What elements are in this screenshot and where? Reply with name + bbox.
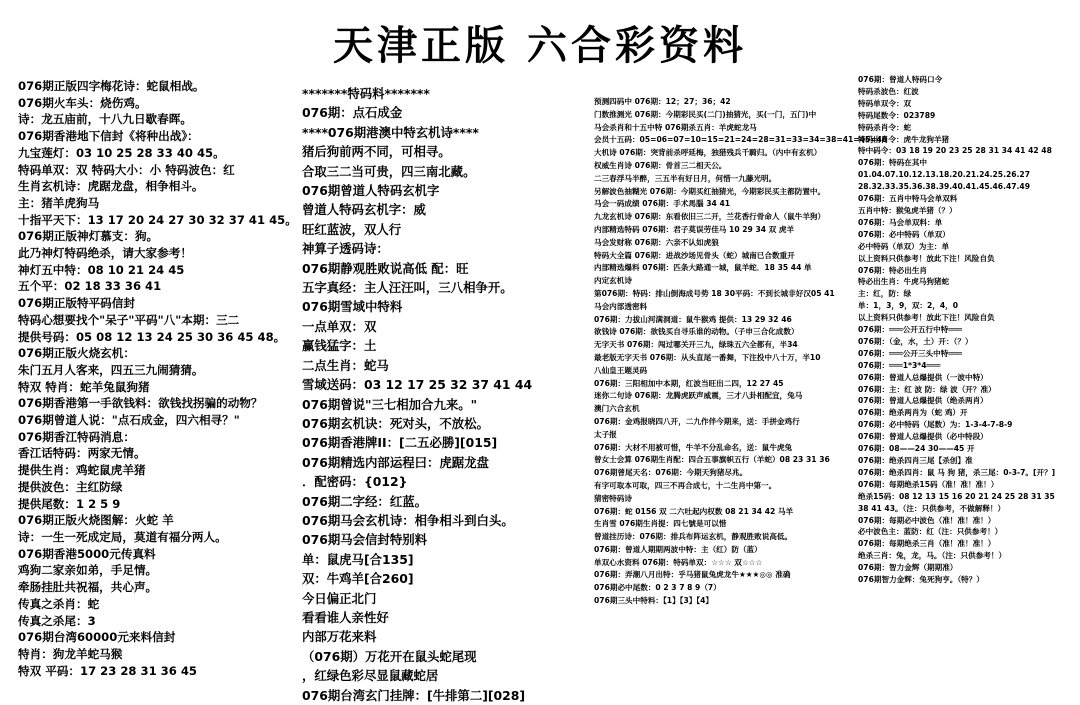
text-line: 076期：绝杀两肖为（蛇 鸡）开 (858, 408, 968, 418)
text-line: 会员十五码：05=06=07=10=15=21=24=28=31=33=34=38=41=45=48 (594, 135, 888, 145)
text-line: 38 41 43。（注：只供参考，不做解释！） (858, 503, 1006, 513)
text-line: 076期：马会单双料：单 (858, 217, 943, 227)
text-line: 076期香港地下信封《将种出战》： (18, 129, 199, 144)
text-line: 076期静观胜败说高低 配：旺 (302, 260, 469, 276)
text-line: 马会杀肖和十五中特 076期杀五肖：羊虎蛇龙马 (594, 122, 757, 132)
text-line: 特码大全篇 076期：进战沙场见骨头（蛇）城南已合数重开 (594, 250, 795, 260)
text-line: 076期正版四字梅花诗：蛇鼠相战。 (18, 79, 205, 93)
text-line: 提供号码：05 08 12 13 24 25 30 36 45 48。 (18, 329, 286, 344)
text-line: 以上资料只供参考！放此下注！风险自负 (858, 313, 995, 323)
text-line: 076期：金鸡报晓四八开，二九作伴今期来，送：手拼金鸡行 (594, 416, 800, 426)
text-line: 绝杀15码：08 12 13 15 16 20 21 24 25 28 31 35 (858, 491, 1055, 501)
text-line: 特码心想要找个"呆子"平码"八"本期：三二 (18, 312, 240, 327)
text-line: 076期：═══1*3*4═══ (858, 360, 941, 370)
text-line: 076期：每期绝杀15码（准！准！准！） (858, 479, 999, 489)
text-line: 076期：绝杀四肖：鼠 马 狗 猪，杀三尾：0-3-7。[开？] (858, 467, 1056, 477)
text-line: （076期）万花开在鼠头蛇尾现 (302, 648, 477, 664)
text-line: 必中特码（单双）为主：单 (858, 241, 950, 251)
text-line: 门数推测光 076期：今期彩民买(二门)抽猜光，买(一门，五门)中 (594, 109, 817, 119)
text-line: 076期：曾道人总爆提供（必中特段） (858, 432, 988, 442)
text-line: 五肖中特：猴兔虎羊猪（？） (858, 205, 957, 215)
text-line: 076期正版神灯慕支：狗。 (18, 229, 159, 244)
text-line: 076期：五肖中特马会单双料 (858, 194, 958, 204)
text-line: 076期曾说"三七相加合九来。" (302, 396, 478, 412)
text-line: 生肖玄机诗：虎踞龙盘，相争相斗。 (18, 179, 204, 194)
text-line: 076期曾道人说："点石成金，四六相寻？" (18, 413, 240, 428)
text-line: 076期：点石成金 (302, 105, 403, 121)
text-line: 二三春浮马半醉，三五半有好日月，何惜一九藤光明。 (594, 173, 777, 183)
text-line: 有字可取本可取，四三不再合成七，十二生肖中第一。 (594, 480, 777, 490)
text-line: 曾道人特码玄机字：威 (302, 202, 426, 218)
text-line: 076期香港第一手欲钱料：欲钱找拐骗的动物？ (18, 396, 263, 411)
text-line: 传真之杀尾：3 (18, 613, 96, 628)
text-line: 马会一码成绩 076期：手术馬腦 34 41 (594, 199, 731, 209)
text-line: 076期台湾60000元来料信封 (18, 630, 176, 645)
text-line: 无字天书 076期：闯过哪关开三九，绿珠五六全都有，半34 (594, 340, 798, 350)
text-line: 神算子透码诗： (302, 241, 389, 257)
text-line: 内定玄机诗 (594, 276, 632, 286)
text-line: 提供生肖：鸡蛇鼠虎羊猪 (18, 463, 146, 478)
text-line: 特码出肖令：虎牛龙狗羊猪 (858, 134, 950, 144)
text-line: 诗：龙五庙前，十八九日歇春晖。 (18, 112, 192, 127)
text-line: 076期：曾道人总爆提供（一波中特） (858, 372, 988, 382)
text-line: 主：猪羊虎狗马 (18, 195, 100, 210)
text-line: 二点生肖：蛇马 (302, 357, 389, 373)
page-title: 天津正版 六合彩资料 (333, 22, 747, 69)
text-line: 076期：特码在其中 (858, 158, 928, 168)
text-line: 076期玄机诀：死对头，不放松。 (302, 415, 489, 431)
text-line: 单：1，3，9，双：2，4，0 (858, 301, 959, 311)
column-4 (858, 74, 1076, 586)
text-line: ．配密码：{012} (302, 474, 408, 490)
text-line: 076期：08——24 30——45 开 (858, 444, 975, 454)
text-line: 香江话特码：两家无情。 (18, 446, 146, 461)
text-line: 076期精选内部运程曰：虎踞龙盘 (302, 454, 489, 470)
text-line: 大机诗 076期：突背前杀呼延梅，独猎残兵千騎归。（内中有玄机） (594, 148, 822, 158)
text-line: 076期马会信封特别料 (302, 532, 427, 548)
text-line: 076期：特必出生肖 (858, 265, 928, 275)
text-line: 076期：弄潮八月出特：乎马猪鼠兔虎龙牛★★★◎◎ 准确 (594, 570, 791, 580)
text-line: 076期：三阳相加中本期，红波当旺出二四，12 27 45 (594, 378, 784, 388)
text-line: 076期：必中特码（尾数）为：1-3-4-7-8-9 (858, 420, 1013, 430)
text-line: 076期：绝杀四肖三尾【杀创】准 (858, 456, 973, 465)
text-line: 五个平：02 18 33 36 41 (18, 279, 162, 294)
text-line: 八仙皇王题灵码 (594, 365, 648, 375)
text-line: 今日偏正北门 (302, 590, 377, 606)
text-line: 主：红，防：绿 (858, 289, 912, 299)
text-line: 076期雪域中特料 (302, 299, 403, 315)
text-line: 01.04.07.10.12.13.18.20.21.24.25.26.27 (858, 170, 1030, 180)
text-line: 最老版无字天书 076期：从头直尾一番舞，下注投中八十万，半10 (594, 352, 821, 362)
text-line: 合取三二当可贵，四三南北藏。 (302, 163, 476, 179)
text-line: 076期曾道人特码玄机字 (302, 183, 440, 199)
text-line: 提供波色：主红防绿 (18, 479, 123, 494)
text-line: 传真之杀肖：蛇 (18, 596, 100, 611)
text-line: 076期台湾玄门挂牌：[牛排第二][028] (302, 687, 526, 703)
text-line: 076期：每期必中波色（准！准！准！） (858, 515, 996, 525)
text-line: 特码杀波色：红波 (858, 86, 919, 96)
text-line: 马会发财称 076期：六亲不认如虎狼 (594, 237, 719, 247)
text-line: 权威生肖诗 076期：骨首三二相天公。 (594, 160, 727, 170)
text-line: 076期：曾道人总爆提供（绝杀两肖） (858, 396, 988, 406)
text-line: 第076期：特码：排山倒海成号势 18 30平码：不到长城非好汉05 41 (594, 288, 835, 298)
text-line: 076期正版特平码信封 (18, 296, 135, 311)
text-line: 十指平天下：13 17 20 24 27 30 32 37 41 45。 (18, 212, 297, 227)
text-line: 特必出生肖：牛虎马狗猪蛇 (858, 277, 950, 287)
text-line: 生肖雪 076期生肖提：四七號是可以惜 (594, 519, 727, 529)
text-line: 单双心水资料 076期：特码单双：☆☆☆ 双☆☆☆ (594, 557, 763, 567)
text-line: ，红绿色彩尽显鼠藏蛇居 (302, 668, 439, 684)
text-line: 曾女士会算 076期生肖配：四合五事旗帜五行（羊蛇）08 23 31 36 (594, 455, 830, 465)
text-line: 猜密特码诗 (594, 493, 632, 503)
text-line: 内部精选特码 076期：君子莫误劳佳马 10 29 34 双 虎羊 (594, 224, 795, 234)
text-line: 朱门五月人客来，四五三九闹猜猜。 (18, 362, 204, 377)
text-line: 九龙玄机诗 076期：东看依旧三二开，兰花香行骨命人（鼠牛羊狗） (594, 212, 826, 222)
column-2 (302, 84, 590, 705)
text-line: 提供尾数：1 2 5 9 (18, 496, 121, 511)
text-line: 特双 平码：17 23 28 31 36 45 (18, 663, 197, 678)
text-line: 迷你二句诗 076期：龙腾虎跃声威震，三才八卦相配宜，兔马 (594, 391, 803, 401)
text-line: *******特码料******* (302, 86, 430, 101)
text-line: ****076期港澳中特玄机诗**** (302, 124, 479, 140)
text-line: 看看谁人亲性好 (302, 609, 389, 625)
text-line: 076期：大材不用被可惜，牛羊不分乱命名，送：鼠牛虎兔 (594, 442, 793, 452)
text-line: 特双 特肖：蛇羊兔鼠狗猪 (18, 379, 150, 394)
text-line: 076期二字经：红蓝。 (302, 493, 427, 509)
text-line: 076期：必中特码（单双） (858, 229, 950, 239)
text-line: 赢钱猛字：土 (302, 338, 377, 354)
text-line: 雪域送码：03 12 17 25 32 37 41 44 (302, 377, 533, 393)
text-line: 076期：═══公开五行中特═══ (858, 325, 963, 335)
text-line: 旺红蓝波，双人行 (302, 221, 402, 237)
text-line: 076期香江特码消息： (18, 429, 135, 444)
text-line: 九宝莲灯：03 10 25 28 33 40 45。 (18, 145, 225, 160)
column-1 (18, 78, 300, 679)
text-line: 欲钱诗 076期：欲钱买自寻乐谁的动物。（子申三合化成数） (594, 327, 799, 337)
text-line: 076期香港5000元传真料 (18, 546, 156, 561)
text-line: 076期：力拔山河满洞道：鼠牛猴鸡 提供：13 29 32 46 (594, 314, 792, 324)
text-line: 076期：曾道人特码口令 (858, 75, 943, 84)
text-line: 特码尾数令：023789 (858, 110, 936, 120)
text-line: 076期智力金辉：兔死狗亨。（特？） (858, 575, 984, 585)
text-line: 076期：主：红 波 防：绿 波（开？准） (858, 384, 996, 394)
text-line: 太子报 (594, 429, 617, 439)
text-line: 五字真经：主人汪汪叫，三八相争开。 (302, 280, 513, 296)
text-line: 076期：蛇 0156 双 二六吐起内权数 08 21 34 42 马羊 (594, 506, 794, 516)
text-line: 076期香港牌II：[二五必勝][015] (302, 435, 498, 451)
text-line: 内部精选爆料 076期：匹条大路通一城，鼠羊蛇．18 35 44 单 (594, 263, 812, 273)
text-line: 猪后狗前两不同，可相寻。 (302, 144, 451, 160)
text-line: 076期：═══公开三头中特═══ (858, 348, 963, 358)
text-line: 必中波色主：蓝防：红（注：只供参考！） (858, 527, 1003, 537)
text-line: 诗：一生一死成定局，莫道有福分两人。 (18, 529, 227, 544)
text-line: 076期马会玄机诗：相争相斗到白头。 (302, 512, 514, 528)
text-line: 076期曾尾天名：076期：今期天狗猪尽兆。 (594, 468, 748, 478)
text-line: 特码杀肖令：蛇 (858, 122, 912, 132)
text-line: 内部万花来料 (302, 629, 377, 645)
text-line: 单：鼠虎马[合135] (302, 551, 414, 567)
text-line: 特码单双：双 特码大小：小 特码波色：红 (18, 162, 235, 177)
text-line: 预测四码中 076期：12；27；36；42 (594, 97, 731, 106)
text-line: 此乃神灯特码绝杀，请大家参考！ (18, 246, 192, 261)
text-line: 076期正版火烧玄机： (18, 346, 135, 361)
text-line: 神灯五中特：08 10 21 24 45 (18, 262, 185, 277)
text-line: 特肖：狗龙羊蛇马猴 (18, 646, 123, 661)
text-line: 076期：曾道人期期两波中特：主（红）防（蓝） (594, 544, 762, 554)
text-line: 076期三头中特料：【1】【3】【4】 (594, 596, 714, 606)
text-line: 以上资料只供参考！放此下注！风险自负 (858, 253, 995, 263)
text-line: 28.32.33.35.36.38.39.40.41.45.46.47.49 (858, 182, 1030, 192)
text-line: 特中码令：03 18 19 20 23 25 28 31 34 41 42 48 (858, 146, 1052, 156)
text-line: 特码单双令：双 (858, 98, 912, 108)
text-line: 一点单双：双 (302, 318, 377, 334)
text-line: 澳门六合玄机 (594, 404, 640, 414)
text-line: 076期：每期绝杀三肖（准！准！准！） (858, 539, 996, 549)
text-line: 另解波色抽糊光 076期：今期买红抽猜光，今期彩民买主都防置中。 (594, 186, 826, 196)
text-line: 牵肠挂肚共祝福，共心声。 (18, 580, 158, 595)
text-line: 马会内部透密料 (594, 301, 648, 311)
text-line: 076期：（金，水，土）开：（？） (858, 336, 973, 346)
text-line: 绝杀三肖：兔，龙，马。（注：只供参考！） (858, 551, 1007, 561)
text-line: 076期必中尾数：0 2 3 7 8 9（7） (594, 583, 721, 593)
text-line: 双：牛鸡羊[合260] (302, 571, 414, 587)
text-line: 076期火车头：烧伤鸡。 (18, 95, 147, 110)
text-line: 曾道挂历诗：076期：排兵布阵运玄机，静观胜败说高低。 (594, 532, 793, 542)
text-line: 鸡狗二家亲如弟，手足情。 (18, 563, 158, 578)
text-line: 076期正版火烧图解：火蛇 羊 (18, 513, 174, 528)
text-line: 076期：智力金辉（期期准） (858, 563, 958, 573)
